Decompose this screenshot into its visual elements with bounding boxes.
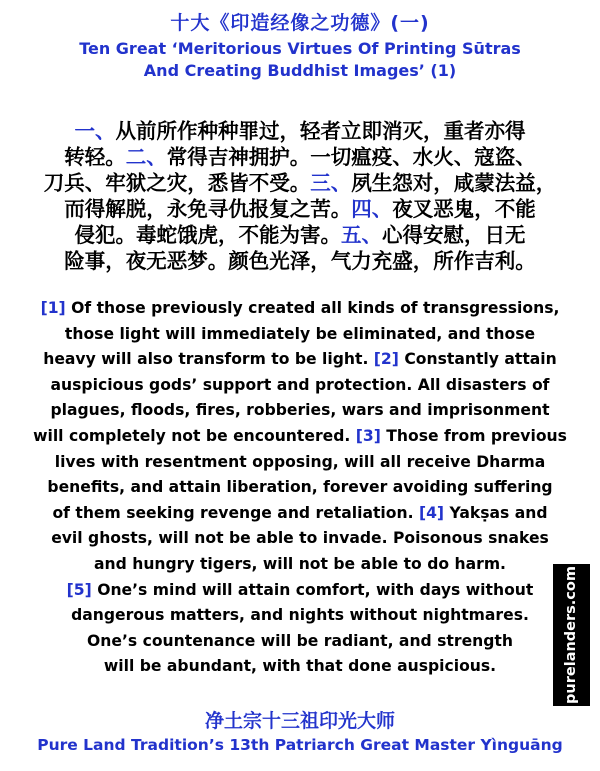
english-line	[24, 552, 576, 578]
item-marker: 四、	[351, 197, 393, 221]
english-line	[24, 373, 576, 399]
english-line	[24, 475, 576, 501]
english-line	[24, 296, 576, 322]
text-segment: 常得吉神拥护。一切瘟疫、水火、寇盗、	[166, 145, 536, 169]
text-segment: Yakṣas and	[444, 503, 548, 522]
text-segment: Constantly attain	[398, 350, 557, 369]
text-segment: 侵犯。毒蛇饿虎，不能为害。	[74, 223, 341, 247]
text-segment: heavy will also transform to be light.	[43, 350, 374, 369]
chinese-line	[40, 196, 560, 222]
english-line	[24, 398, 576, 424]
text-segment: 险事，夜无恶梦。颜色光泽，气力充盛，所作吉利。	[64, 249, 536, 273]
chinese-line	[40, 170, 560, 196]
english-line	[24, 347, 576, 373]
text-segment: Those from previous	[380, 426, 567, 445]
english-line	[24, 322, 576, 348]
item-marker: [1]	[40, 299, 66, 317]
item-marker: [5]	[66, 580, 92, 599]
text-segment: 而得解脱，永免寻仇报复之苦。	[64, 197, 352, 221]
chinese-line	[40, 248, 560, 274]
item-marker: 五、	[341, 223, 382, 247]
chinese-line	[40, 222, 560, 248]
title-english-line-2: And Creating Buddhist Images’ (1)	[143, 61, 457, 80]
text-segment: 从前所作种种罪过，轻者立即消灭，重者亦得	[115, 119, 526, 143]
text-segment: will completely not be encountered.	[33, 426, 356, 445]
english-line	[24, 578, 576, 604]
text-segment: evil ghosts, will not be able to invade. Poisonous snakes	[51, 529, 549, 548]
text-segment: benefits, and attain liberation, forever avoiding suffering	[47, 478, 553, 497]
english-line	[24, 450, 576, 476]
text-segment: One’s countenance will be radiant, and strength	[87, 631, 513, 650]
text-segment: dangerous matters, and nights without nightmares.	[71, 606, 529, 625]
english-line	[24, 603, 576, 629]
english-passage	[24, 296, 576, 680]
text-segment: lives with resentment opposing, will all receive Dharma	[54, 452, 546, 471]
text-segment: 心得安慰，日无	[382, 223, 526, 247]
text-segment: auspicious gods’ support and protection. All disasters of	[50, 375, 550, 394]
item-marker: 一、	[74, 119, 116, 143]
title-chinese: 十大《印造经像之功德》(一)	[170, 12, 430, 34]
signature-chinese: 净土宗十三祖印光大师	[204, 710, 395, 732]
website-link[interactable]: purelanders.com	[563, 566, 579, 704]
text-segment: those light will immediately be eliminated, and those	[64, 324, 536, 343]
text-segment: 转轻。	[64, 145, 126, 169]
text-segment: 夜叉恶鬼，不能	[392, 197, 536, 221]
text-segment: and hungry tigers, will not be able to do harm.	[94, 554, 506, 573]
title-english	[0, 38, 600, 82]
english-line	[24, 424, 576, 450]
item-marker: [2]	[373, 350, 399, 369]
chinese-line	[40, 118, 560, 144]
english-line	[24, 629, 576, 655]
text-segment: 夙生怨对，咸蒙法益，	[351, 171, 557, 195]
item-marker: 三、	[310, 171, 352, 195]
item-marker: [3]	[355, 426, 381, 445]
chinese-line	[40, 144, 560, 170]
text-segment: of them seeking revenge and retaliation.	[52, 503, 419, 522]
chinese-passage	[40, 118, 560, 274]
signature-english: Pure Land Tradition’s 13th Patriarch Great Master Yìnguāng	[37, 736, 563, 754]
text-segment: One’s mind will attain comfort, with days without	[91, 580, 534, 599]
text-segment: Of those previously created all kinds of transgressions,	[65, 299, 560, 317]
item-marker: 二、	[125, 145, 167, 169]
text-segment: 刀兵、牢狱之灾，悉皆不受。	[43, 171, 311, 195]
item-marker: [4]	[418, 503, 445, 522]
english-line	[24, 654, 576, 680]
text-segment: plagues, floods, fires, robberies, wars and imprisonment	[50, 401, 550, 420]
text-segment: will be abundant, with that done auspicious.	[103, 657, 497, 676]
english-line	[24, 501, 576, 527]
english-line	[24, 526, 576, 552]
title-english-line-1: Ten Great ‘Meritorious Virtues Of Printing Sūtras	[79, 39, 521, 58]
